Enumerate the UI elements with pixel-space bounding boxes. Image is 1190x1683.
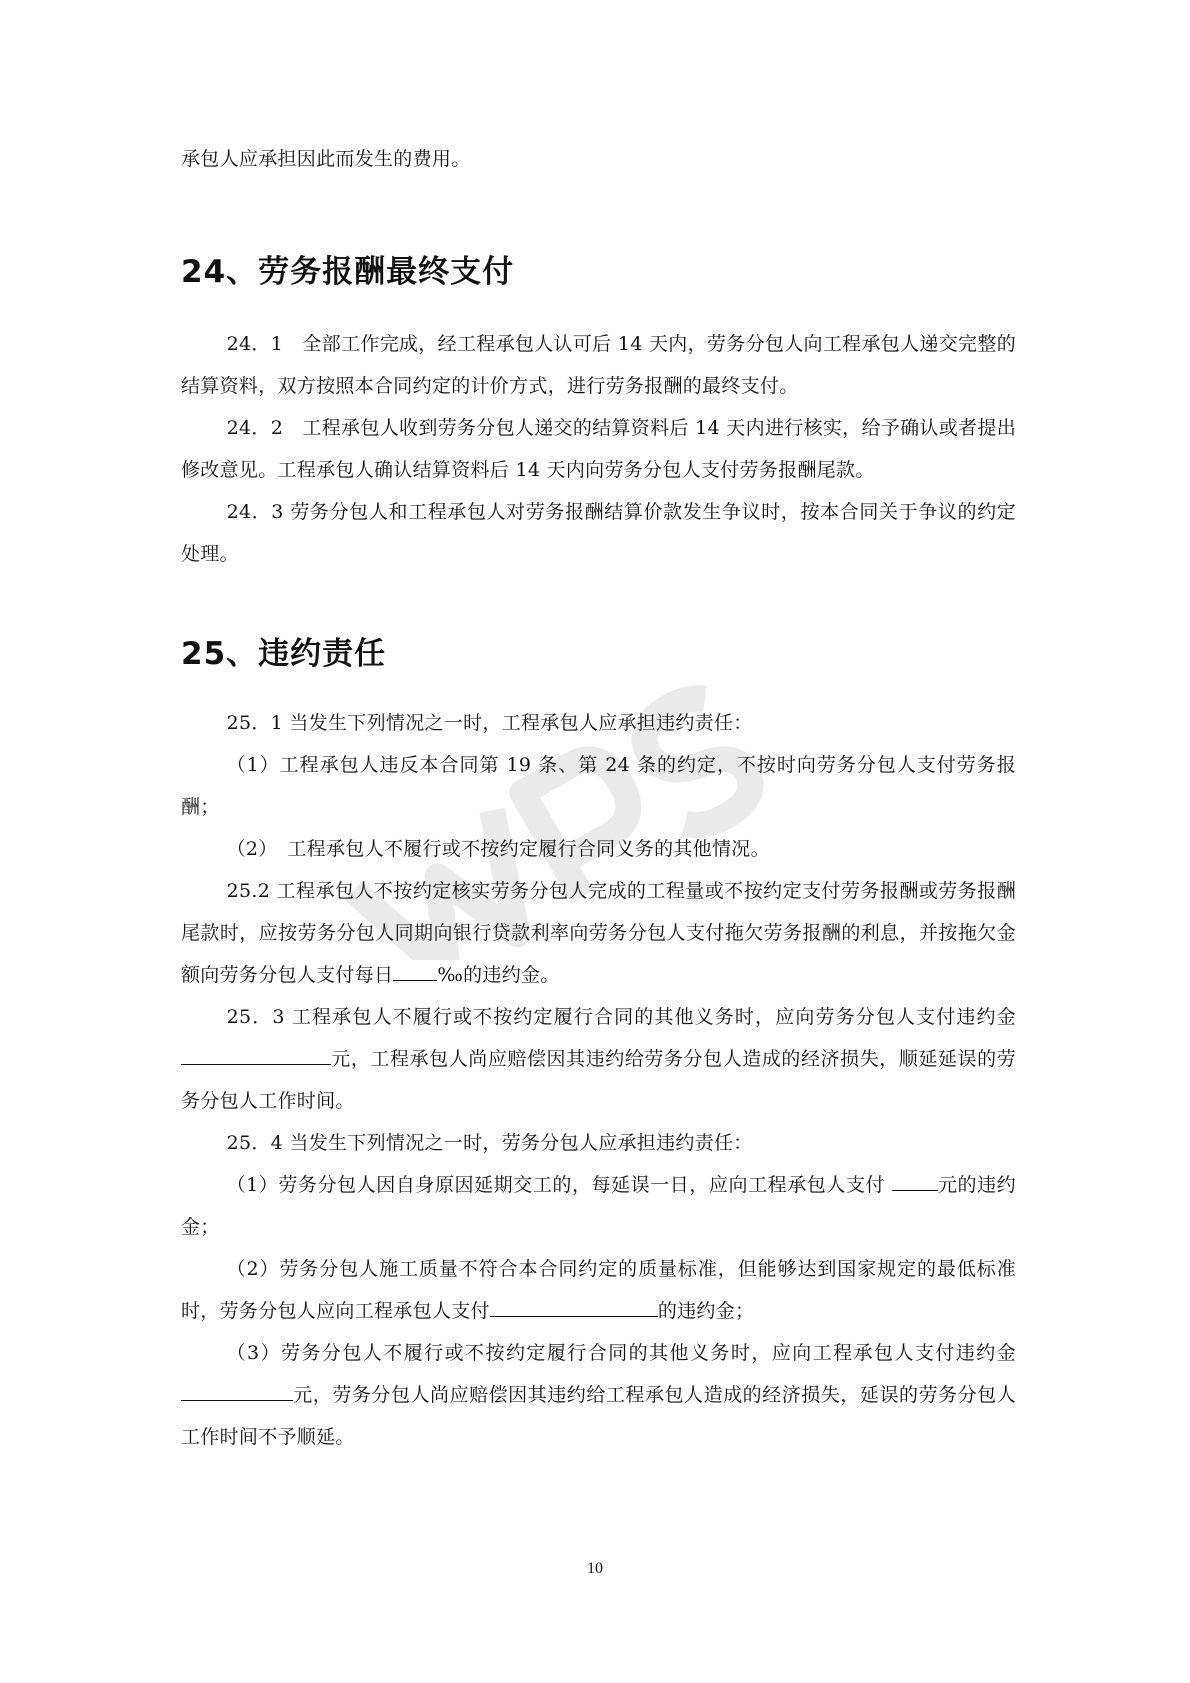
section-24-body [181, 323, 1016, 575]
section-24-heading: 24、劳务报酬最终支付 [181, 254, 515, 290]
clause-25-3-suffix: 元，工程承包人尚应赔偿因其违约给劳务分包人造成的经济损失，顺延延误的劳务分包人工作时间。 [181, 1048, 1016, 1112]
clause-25-2-text: 25.2 工程承包人不按约定核实劳务分包人完成的工程量或不按约定支付劳务报酬或劳务报酬尾款时，应按劳务分包人同期向银行贷款利率向劳务分包人支付拖欠劳务报酬的利息，并按拖欠金额向劳务分包人支付每日 [181, 880, 1016, 986]
clause-25-1-item-1: （1）工程承包人违反本合同第 19 条、第 24 条的约定，不按时向劳务分包人支付劳务报酬； [181, 754, 1016, 818]
clause-25-4-item-3-suffix: 元，劳务分包人尚应赔偿因其违约给工程承包人造成的经济损失，延误的劳务分包人工作时间不予顺延。 [181, 1384, 1016, 1448]
clause-25-4-item-2-suffix: 的违约金； [657, 1300, 755, 1322]
clause-24-1: 24．1 全部工作完成，经工程承包人认可后 14 天内，劳务分包人向工程承包人递交完整的结算资料，双方按照本合同约定的计价方式，进行劳务报酬的最终支付。 [181, 333, 1016, 397]
clause-25-2-suffix: ‰的违约金。 [437, 964, 560, 986]
clause-25-2 [181, 870, 1016, 996]
clause-25-3 [181, 996, 1016, 1122]
clause-25-4-item-2-text: （2）劳务分包人施工质量不符合本合同约定的质量标准，但能够达到国家规定的最低标准时，劳务分包人应向工程承包人支付 [181, 1258, 1016, 1322]
section-25-body [181, 702, 1016, 1458]
clause-25-1-item-2: （2） 工程承包人不履行或不按约定履行合同义务的其他情况。 [226, 838, 770, 860]
fill-blank-quality-penalty[interactable] [490, 1298, 658, 1317]
page-number: 10 [587, 1560, 603, 1577]
clause-25-4-item-2 [181, 1248, 1016, 1332]
clause-25-4: 25．4 当发生下列情况之一时，劳务分包人应承担违约责任： [226, 1132, 753, 1154]
carryover-paragraph: 承包人应承担因此而发生的费用。 [181, 148, 471, 170]
fill-blank-rate[interactable] [393, 962, 437, 981]
clause-25-3-text: 25．3 工程承包人不履行或不按约定履行合同的其他义务时，应向劳务分包人支付违约金 [226, 1006, 1016, 1028]
clause-25-4-item-1-suffix: 元的违约金； [181, 1174, 1016, 1238]
clause-25-4-item-3-text: （3）劳务分包人不履行或不按约定履行合同的其他义务时，应向工程承包人支付违约金 [226, 1342, 1016, 1364]
clause-25-4-item-1 [181, 1164, 1016, 1248]
clause-25-4-item-3 [181, 1332, 1016, 1458]
section-25-heading: 25、违约责任 [181, 636, 387, 672]
clause-25-4-item-1-text: （1）劳务分包人因自身原因延期交工的，每延误一日，应向工程承包人支付 [226, 1174, 892, 1196]
fill-blank-daily-penalty[interactable] [892, 1172, 938, 1191]
clause-24-3: 24．3 劳务分包人和工程承包人对劳务报酬结算价款发生争议时，按本合同关于争议的约定处理。 [181, 501, 1016, 565]
fill-blank-other-penalty[interactable] [181, 1382, 293, 1401]
carryover-text [181, 138, 1016, 180]
clause-24-2: 24．2 工程承包人收到劳务分包人递交的结算资料后 14 天内进行核实，给予确认或者提出修改意见。工程承包人确认结算资料后 14 天内向劳务分包人支付劳务报酬尾款。 [181, 417, 1016, 481]
clause-25-1: 25．1 当发生下列情况之一时，工程承包人应承担违约责任： [226, 712, 753, 734]
fill-blank-amount[interactable] [181, 1046, 331, 1065]
